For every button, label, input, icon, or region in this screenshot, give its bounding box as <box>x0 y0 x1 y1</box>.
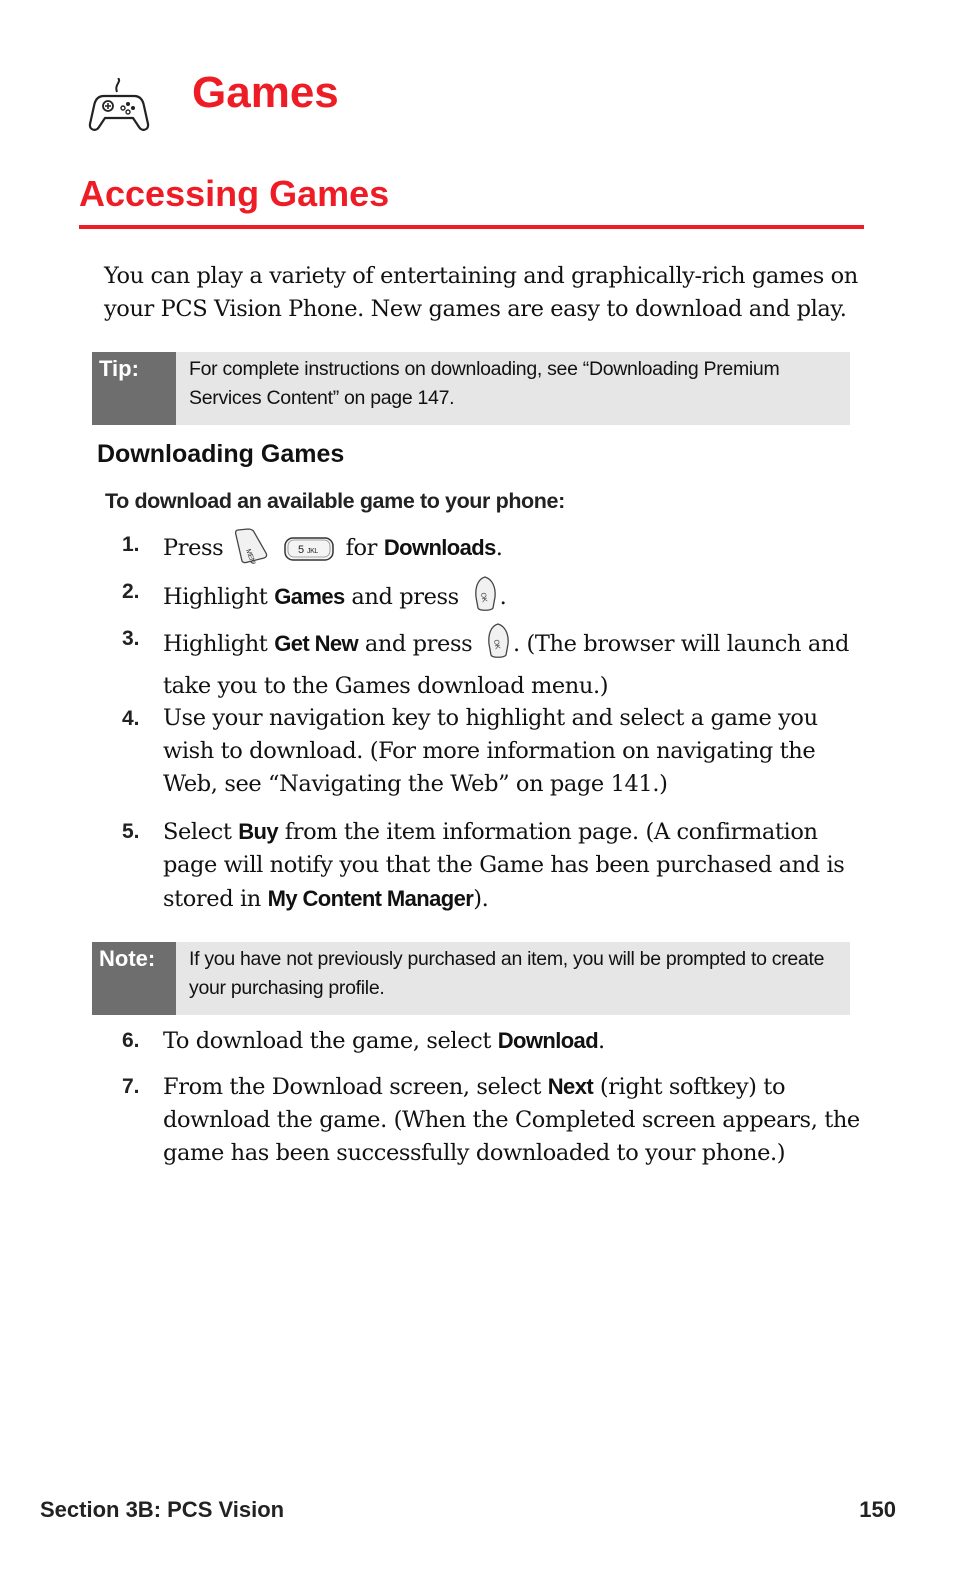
tip-callout <box>92 352 850 425</box>
step-text <box>163 622 867 703</box>
games-label: Games <box>274 584 345 609</box>
footer-section-label: Section 3B: PCS Vision <box>40 1497 285 1522</box>
note-callout <box>92 942 850 1015</box>
step-text-part: for <box>345 535 378 561</box>
svg-text:OK: OK <box>492 639 501 650</box>
step-number: 1. <box>122 533 140 556</box>
step-text-part: . <box>499 584 507 610</box>
step-text-part: Highlight <box>163 631 268 657</box>
step-text <box>163 815 867 916</box>
step-text-part: Press <box>163 535 224 561</box>
step-text-part: from the item information page. (A confirmation page will notify you that the Game has been purchased and is stored in <box>163 819 845 912</box>
section-title: Accessing Games <box>79 173 390 214</box>
key-5-icon <box>283 536 335 574</box>
step-number: 6. <box>122 1029 140 1052</box>
downloads-label: Downloads <box>383 535 496 560</box>
step-number: 2. <box>122 580 140 603</box>
svg-text:MENU: MENU <box>244 548 258 564</box>
tip-label: Tip: <box>92 352 176 425</box>
procedure-intro: To download an available game to your phone: <box>105 489 565 513</box>
step-text <box>163 1070 867 1170</box>
step-text <box>163 1024 867 1058</box>
my-content-manager-label: My Content Manager <box>267 886 474 911</box>
get-new-label: Get New <box>274 631 359 656</box>
step-text: Use your navigation key to highlight and select a game you wish to download. (For more information on navigating the Web, see “Navigating the Web” on page 141.) <box>163 705 818 797</box>
svg-text:OK: OK <box>478 592 488 603</box>
step-text <box>163 575 867 623</box>
step-text-part: and press <box>364 631 473 657</box>
intro-paragraph: You can play a variety of entertaining and graphically-rich games on your PCS Vision Phone. New games are easy to download and play. <box>104 263 858 322</box>
svg-text:5: 5 <box>297 544 304 556</box>
step-text-part: (right softkey) to download the game. (When the Completed screen appears, the game has been successfully downloaded to your phone.) <box>163 1074 860 1166</box>
tip-text: For complete instructions on downloading, see “Downloading Premium Services Content” on page 147. <box>189 358 780 409</box>
download-label: Download <box>497 1028 599 1053</box>
subsection-title: Downloading Games <box>97 440 345 468</box>
section-divider <box>79 225 864 229</box>
ok-key-icon <box>483 622 513 670</box>
buy-label: Buy <box>238 819 279 844</box>
step-text-part: From the Download screen, select <box>163 1074 541 1100</box>
step-text-part: . <box>495 535 503 561</box>
step-text-part: ). <box>473 886 489 912</box>
step-text-part: Select <box>163 819 232 845</box>
step-text-part: . (The browser will launch and take you to the Games download menu.) <box>163 631 849 699</box>
step-number: 7. <box>122 1075 140 1098</box>
next-label: Next <box>547 1074 594 1099</box>
step-text-part: To download the game, select <box>163 1028 491 1054</box>
page-number: 150 <box>859 1497 896 1522</box>
step-number: 3. <box>122 627 140 650</box>
step-text-part: . <box>598 1028 605 1054</box>
step-number: 4. <box>122 707 140 730</box>
gamepad-icon <box>84 78 154 138</box>
menu-key-icon <box>234 528 268 574</box>
note-label: Note: <box>92 942 176 1015</box>
chapter-title: Games <box>192 68 339 117</box>
ok-key-icon <box>470 575 500 623</box>
step-text-part: and press <box>351 584 459 610</box>
step-number: 5. <box>122 820 140 843</box>
step-text-part: Highlight <box>163 584 268 610</box>
note-text: If you have not previously purchased an item, you will be prompted to create your purchasing profile. <box>189 948 825 999</box>
step-text <box>163 528 867 574</box>
svg-text:JKL: JKL <box>306 548 318 555</box>
